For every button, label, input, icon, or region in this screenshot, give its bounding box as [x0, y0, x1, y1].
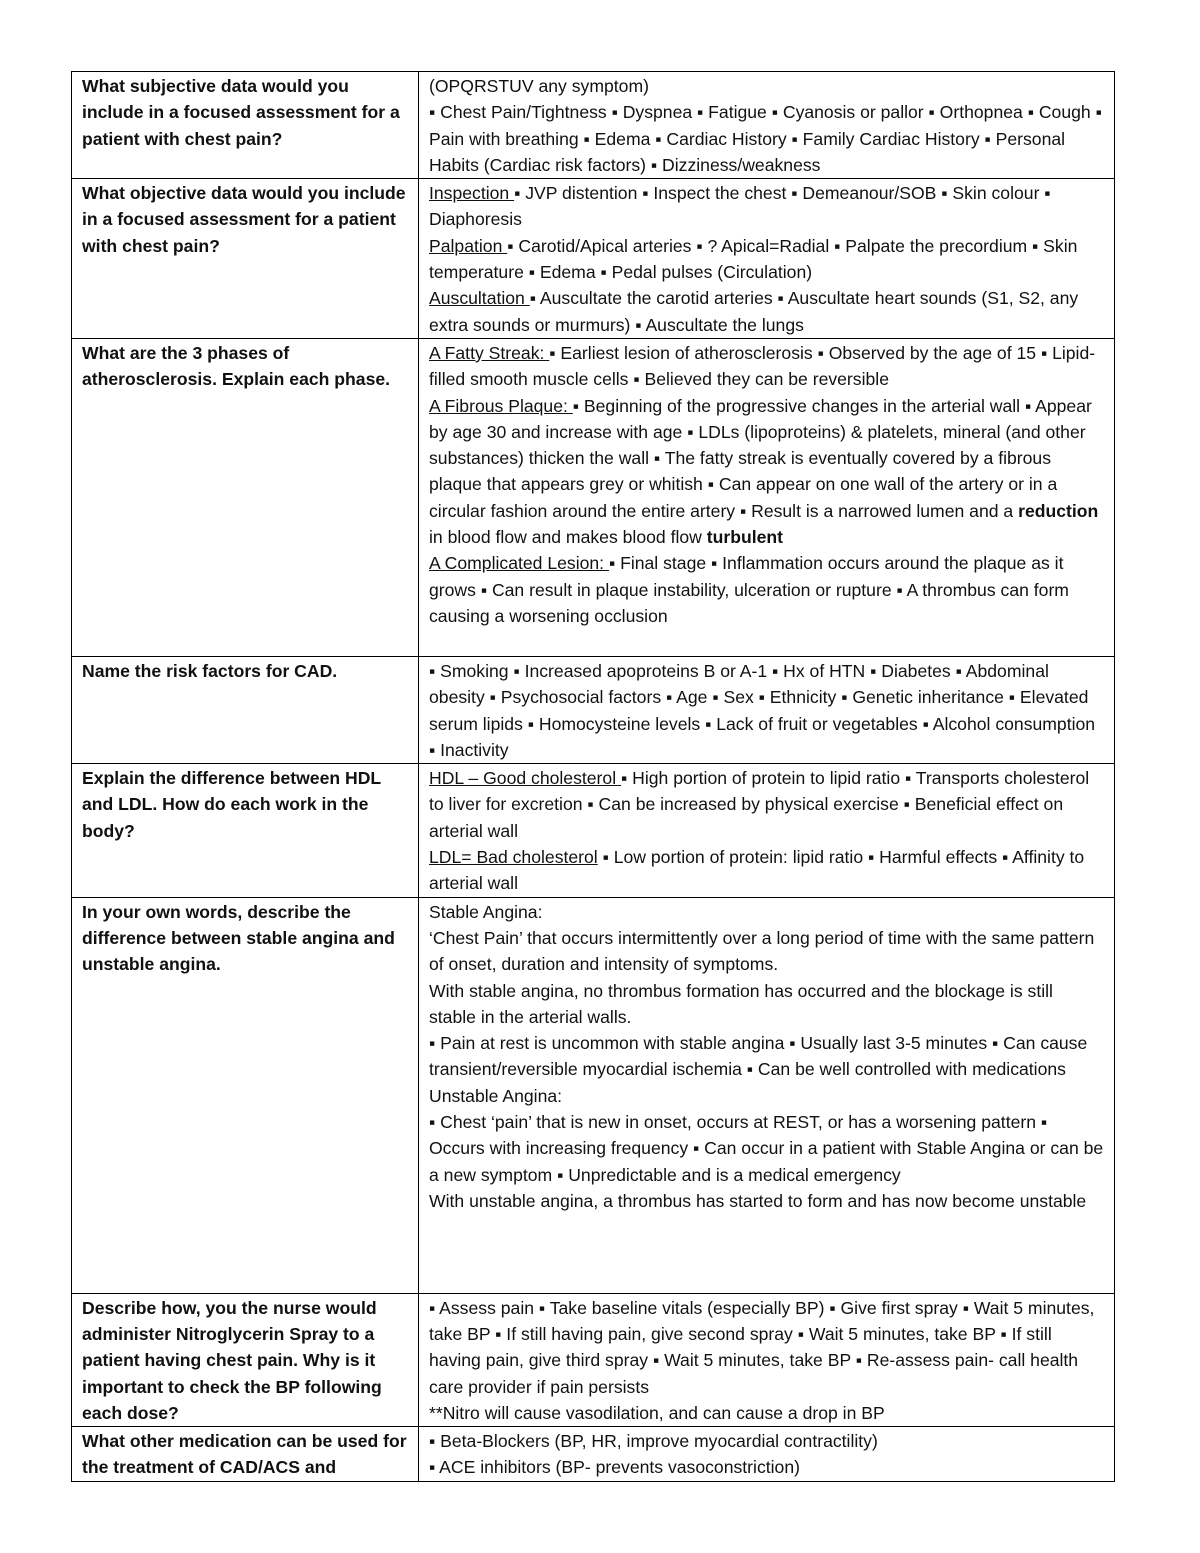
answer-section — [429, 393, 1104, 551]
table-row — [72, 1293, 1115, 1426]
answer-text: (OPQRSTUV any symptom) — [429, 76, 649, 96]
answer-text: ▪ ACE inhibitors (BP- prevents vasoconstriction) — [429, 1457, 800, 1478]
question-cell — [72, 764, 419, 897]
table-row — [72, 764, 1115, 897]
question-cell — [72, 656, 419, 763]
section-text: ▪ Earliest lesion of atherosclerosis ▪ Observed by the age of 15 ▪ Lipid-filled smooth muscle cells ▪ Believed they can be reversible — [429, 342, 1096, 390]
section-heading: A Fibrous Plaque: — [429, 395, 573, 416]
section-text: ▪ Auscultate the carotid arteries ▪ Auscultate heart sounds (S1, S2, any extra sounds or murmurs) ▪ Auscultate the lungs — [429, 288, 1079, 335]
answer-cell — [419, 179, 1115, 339]
question-text: Explain the difference between HDL and LDL. How do each work in the body? — [82, 768, 381, 841]
answer-section — [429, 340, 1104, 393]
answer-text: ▪ Pain at rest is uncommon with stable angina ▪ Usually last 3-5 minutes ▪ Can cause transient/reversible myocardial ischemia ▪ Can be well controlled with medications — [429, 1033, 1088, 1080]
answer-cell — [419, 338, 1115, 656]
section-text: ▪ Carotid/Apical arteries ▪ ? Apical=Radial ▪ Palpate the precordium ▪ Skin temperature ▪ Edema ▪ Pedal pulses (Circulation) — [429, 235, 1078, 283]
answer-text: With stable angina, no thrombus formation has occurred and the blockage is still stable in the arterial walls. — [429, 980, 1053, 1027]
section-heading: A Complicated Lesion: — [429, 553, 609, 574]
answer-cell — [419, 897, 1115, 1293]
section-heading: LDL= Bad cholesterol — [429, 847, 598, 868]
table-row — [72, 897, 1115, 1293]
answer-text: ▪ Chest ‘pain’ that is new in onset, occurs at REST, or has a worsening pattern ▪ Occurs with increasing frequency ▪ Can occur in a patient with Stable Angina or can be a new symptom ▪ Unpredictable and is a medical emergency — [429, 1112, 1104, 1185]
answer-text: ‘Chest Pain’ that occurs intermittently over a long period of time with the same pattern of onset, duration and intensity of symptoms. — [429, 927, 1095, 975]
section-text: ▪ JVP distention ▪ Inspect the chest ▪ Demeanour/SOB ▪ Skin colour ▪ Diaphoresis — [429, 183, 1051, 230]
answer-section — [429, 550, 1104, 629]
section-text: ▪ High portion of protein to lipid ratio ▪ Transports cholesterol to liver for excretion ▪ Can be increased by physical exercise ▪ Beneficial effect on arterial wall — [429, 768, 1090, 841]
answer-text: **Nitro will cause vasodilation, and can cause a drop in BP — [429, 1402, 885, 1423]
answer-text: ▪ Assess pain ▪ Take baseline vitals (especially BP) ▪ Give first spray ▪ Wait 5 minutes, take BP ▪ If still having pain, give second spray ▪ Wait 5 minutes, take BP ▪ If still having pain, give third spray ▪ Wait 5 minutes, take BP ▪ Re-assess pain- call health care provider if pain persists — [429, 1297, 1095, 1397]
question-text: What are the 3 phases of atherosclerosis. Explain each phase. — [82, 342, 391, 390]
question-cell — [72, 1293, 419, 1426]
answer-text: Stable Angina: — [429, 901, 543, 922]
question-text: Describe how, you the nurse would administer Nitroglycerin Spray to a patient having chest pain. Why is it important to check the BP following each dose? — [82, 1297, 382, 1423]
question-cell — [72, 897, 419, 1293]
question-cell — [72, 1427, 419, 1482]
answer-text: ▪ Smoking ▪ Increased apoproteins B or A-1 ▪ Hx of HTN ▪ Diabetes ▪ Abdominal obesity ▪ Psychosocial factors ▪ Age ▪ Sex ▪ Ethnicity ▪ Genetic inheritance ▪ Elevated serum lipids ▪ Homocysteine levels ▪ Lack of fruit or vegetables ▪ Alcohol consumption ▪ Inactivity — [429, 660, 1096, 760]
question-text: Name the risk factors for CAD. — [82, 660, 338, 681]
section-text: ▪ Beginning of the progressive changes in the arterial wall ▪ Appear by age 30 and increase with age ▪ LDLs (lipoproteins) & platelets, mineral (and other substances) thicken the wall ▪ The fatty streak is eventually covered by a fibrous plaque that appears grey or whitish ▪ Can appear on one wall of the artery or in a circular fashion around the entire artery ▪ Result is a narrowed lumen and a — [429, 395, 1092, 521]
section-heading: Inspection — [429, 183, 515, 204]
question-text: In your own words, describe the difference between stable angina and unstable angina. — [82, 901, 395, 975]
table-row — [72, 656, 1115, 763]
answer-section — [429, 844, 1104, 897]
answer-cell — [419, 656, 1115, 763]
table-row — [72, 179, 1115, 339]
section-text: ▪ Final stage ▪ Inflammation occurs around the plaque as it grows ▪ Can result in plaque instability, ulceration or rupture ▪ A thrombus can form causing a worsening occlusion — [429, 553, 1069, 626]
section-heading: Auscultation — [429, 288, 530, 309]
question-cell — [72, 179, 419, 339]
question-cell — [72, 338, 419, 656]
answer-cell — [419, 764, 1115, 897]
answer-text: Unstable Angina: — [429, 1085, 563, 1106]
answer-section — [429, 285, 1104, 338]
table-row — [72, 338, 1115, 656]
emphasis-text: reduction — [1018, 500, 1099, 521]
question-text: What objective data would you include in a focused assessment for a patient with chest pain? — [82, 183, 406, 256]
answer-cell — [419, 1427, 1115, 1482]
qa-table — [71, 71, 1115, 1482]
answer-text: ▪ Chest Pain/Tightness ▪ Dyspnea ▪ Fatigue ▪ Cyanosis or pallor ▪ Orthopnea ▪ Cough ▪ Pain with breathing ▪ Edema ▪ Cardiac History ▪ Family Cardiac History ▪ Personal Habits (Cardiac risk factors) ▪ Dizziness/weakness — [429, 102, 1102, 175]
section-heading: A Fatty Streak: — [429, 342, 550, 363]
question-text: What subjective data would you include in a focused assessment for a patient with chest pain? — [82, 76, 400, 149]
answer-section — [429, 765, 1104, 844]
table-row — [72, 1427, 1115, 1482]
answer-cell — [419, 72, 1115, 179]
answer-cell — [419, 1293, 1115, 1426]
question-text: What other medication can be used for the treatment of CAD/ACS and — [82, 1431, 407, 1478]
question-cell — [72, 72, 419, 179]
emphasis-text: turbulent — [706, 527, 783, 548]
answer-section — [429, 180, 1104, 233]
table-row — [72, 72, 1115, 179]
answer-section — [429, 233, 1104, 286]
section-text: in blood flow and makes blood flow — [429, 527, 707, 548]
answer-text: ▪ Beta-Blockers (BP, HR, improve myocardial contractility) — [429, 1431, 878, 1452]
section-text: ▪ Low portion of protein: lipid ratio ▪ Harmful effects ▪ Affinity to arterial wall — [429, 847, 1085, 894]
section-heading: Palpation — [429, 235, 508, 256]
answer-text: With unstable angina, a thrombus has started to form and has now become unstable — [429, 1190, 1087, 1211]
section-heading: HDL – Good cholesterol — [429, 768, 622, 789]
